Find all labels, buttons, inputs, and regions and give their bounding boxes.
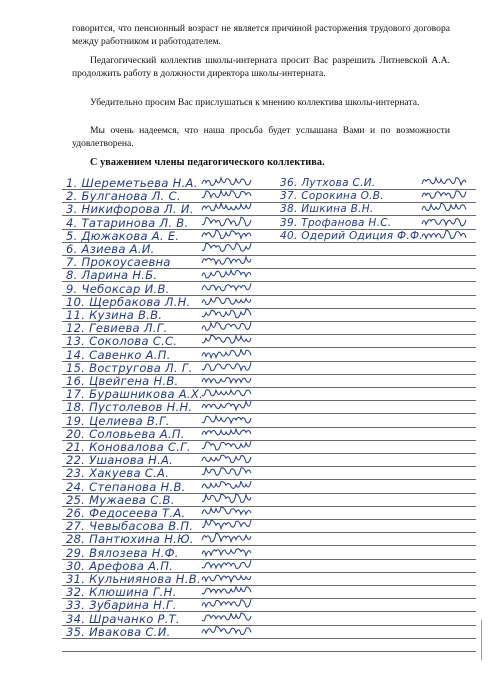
signature-entry: 15. Востругова Л. Г.	[66, 360, 193, 375]
handwritten-signature	[200, 624, 258, 638]
handwritten-signature	[200, 175, 258, 189]
signature-entry: 37. Сорокина О.В.	[280, 190, 384, 203]
letter-paragraph-1: говорится, что пенсионный возраст не является причиной расторжения трудового договора между работником и работодателем.	[72, 23, 450, 47]
signature-entry: 40. Одерий Одиция Ф.Ф.	[280, 229, 423, 242]
signature-entry: 7. Прокоусаевна	[66, 255, 171, 270]
signature-entry: 16. Цвейгена Н.В.	[66, 374, 179, 388]
handwritten-signature	[200, 531, 258, 545]
handwritten-signature	[200, 597, 258, 611]
signature-entry: 25. Мужаева С.В.	[66, 492, 175, 507]
handwritten-signature	[200, 558, 258, 572]
signature-entry: 1. Шереметьева Н.А.	[66, 176, 198, 190]
handwritten-signature	[200, 320, 258, 334]
signature-entry: 26. Федосеева Т.А.	[66, 506, 186, 520]
handwritten-signature	[200, 360, 258, 374]
handwritten-signature	[200, 413, 258, 427]
signature-entry: 34. Шрачанко Р.Т.	[66, 611, 180, 626]
handwritten-signature	[200, 281, 258, 295]
handwritten-signature	[200, 294, 258, 308]
handwritten-signature	[200, 492, 258, 506]
signature-entry: 29. Вялозева Н.Ф.	[66, 545, 179, 560]
signature-entry: 27. Чевыбасова В.П.	[66, 519, 194, 534]
handwritten-signature	[420, 228, 472, 242]
handwritten-signature	[200, 452, 258, 466]
signature-entry: 30. Арефова А.П.	[66, 558, 174, 573]
signature-entry: 13. Соколова С.С.	[66, 334, 178, 349]
handwritten-signature	[200, 241, 258, 255]
signature-entry: 20. Соловьева А.П.	[66, 426, 185, 441]
signature-entry: 24. Степанова Н.В.	[66, 479, 186, 494]
handwritten-signature	[200, 267, 258, 281]
signature-entry: 4. Татаринова Л. В.	[66, 215, 189, 230]
signature-entry: 19. Целиева В.Г.	[66, 413, 170, 428]
letter-paragraph-4: Мы очень надеемся, что наша просьба будет услышана Вами и по возможности удовлетворена.	[72, 125, 450, 149]
handwritten-signature	[200, 188, 258, 202]
signature-entry: 32. Клюшина Г.Н.	[66, 585, 177, 600]
handwritten-signature	[200, 307, 258, 321]
signature-entry: 10. Щербакова Л.Н.	[66, 294, 191, 309]
signature-entry: 36. Лутхова С.И.	[280, 177, 376, 189]
signature-entry: 6. Азиева А.И.	[66, 242, 155, 256]
signature-entry: 23. Хакуева С.А.	[66, 466, 170, 481]
signatures-heading: С уважением члены педагогического коллектива.	[90, 157, 325, 168]
handwritten-signature	[200, 465, 258, 479]
letter-paragraph-3: Убедительно просим Вас прислушаться к мнению коллектива школы-интерната.	[90, 97, 420, 108]
signature-entry: 9. Чебоксар И.В.	[66, 281, 170, 296]
handwritten-signature	[420, 175, 472, 189]
handwritten-signature	[200, 201, 258, 215]
handwritten-signature	[200, 373, 258, 387]
handwritten-signature	[200, 505, 258, 519]
handwritten-signature	[420, 188, 472, 202]
signature-entry: 18. Пустолевов Н.Н.	[66, 400, 193, 415]
handwritten-signature	[200, 584, 258, 598]
handwritten-signature	[200, 347, 258, 361]
signature-entry: 28. Пантюхина Н.Ю.	[66, 532, 194, 547]
signature-entry: 14. Савенко А.П.	[66, 347, 171, 362]
handwritten-signature	[200, 439, 258, 453]
handwritten-signature	[200, 228, 258, 242]
handwritten-signature	[200, 426, 258, 440]
signature-entry: 11. Кузина В.В.	[66, 308, 163, 322]
handwritten-signature	[200, 611, 258, 625]
handwritten-signature	[200, 545, 258, 559]
ruled-line	[62, 651, 476, 652]
handwritten-signature	[200, 254, 258, 268]
handwritten-signature	[200, 215, 258, 229]
signature-entry: 39. Трофанова Н.С.	[280, 216, 392, 229]
signature-entry: 33. Зубарина Н.Г.	[66, 598, 177, 613]
handwritten-signature	[200, 399, 258, 413]
signature-entry: 22. Ушанова Н.А.	[66, 453, 174, 468]
signature-entry: 17. Бурашникова А.Х.	[66, 387, 204, 402]
letter-paragraph-2: Педагогический коллектив школы-интерната просит Вас разрешить Литневской А.А. продолжить работу в должности директора школы-интерната.	[72, 55, 450, 79]
signature-entry: 35. Ивакова С.И.	[66, 624, 171, 639]
handwritten-signature	[200, 479, 258, 493]
signature-entry: 21. Коновалова С.Г.	[66, 440, 191, 454]
signature-entry: 12. Гевиева Л.Г.	[66, 321, 168, 336]
signature-entry: 31. Кульниянова Н.В.	[66, 572, 201, 586]
handwritten-signature	[200, 518, 258, 532]
signature-entry: 5. Дюжакова А. Е.	[66, 228, 180, 243]
handwritten-signature	[200, 386, 258, 400]
margin-mark	[481, 620, 486, 660]
handwritten-signature	[420, 215, 472, 229]
signature-entry: 38. Ишкина В.Н.	[280, 203, 374, 216]
signature-entry: 2. Булганова Л. С.	[66, 189, 181, 204]
handwritten-signature	[420, 201, 472, 215]
signature-entry: 8. Ларина Н.Б.	[66, 268, 158, 283]
handwritten-signature	[200, 333, 258, 347]
signature-entry: 3. Никифорова Л. И.	[66, 202, 194, 217]
handwritten-signature	[200, 571, 258, 585]
